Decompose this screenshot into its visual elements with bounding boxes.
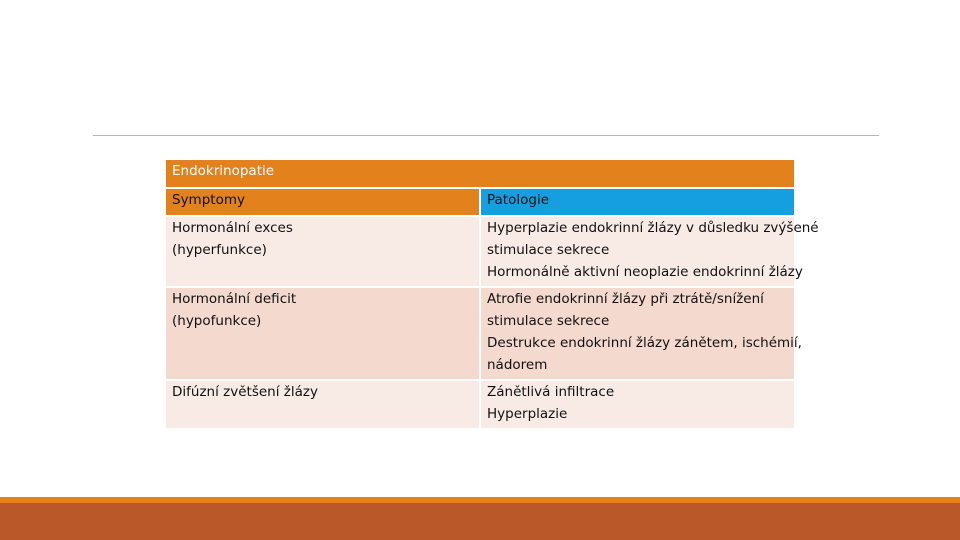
symptom-cell xyxy=(166,380,480,429)
table-row xyxy=(166,216,794,287)
endocrinopathy-table-container xyxy=(166,160,819,430)
symptom-line: (hypofunkce) xyxy=(172,313,262,329)
column-header-symptoms: Symptomy xyxy=(166,188,480,216)
table-title: Endokrinopatie xyxy=(166,160,794,188)
pathology-line: Hyperplazie endokrinní žlázy v důsledku zvýšené xyxy=(487,220,819,236)
symptom-line: Hormonální deficit xyxy=(172,291,297,307)
table-row xyxy=(166,287,794,380)
pathology-line: stimulace sekrece xyxy=(487,242,610,258)
pathology-line: Destrukce endokrinní žlázy zánětem, ischémií, xyxy=(487,335,802,351)
endocrinopathy-table xyxy=(166,160,819,430)
pathology-cell xyxy=(480,287,802,380)
symptom-cell xyxy=(166,216,480,287)
symptom-line: Hormonální exces xyxy=(172,220,293,236)
footer-bar xyxy=(0,503,960,540)
symptom-cell xyxy=(166,287,480,380)
pathology-cell xyxy=(480,380,794,429)
pathology-line: Atrofie endokrinní žlázy při ztrátě/snížení xyxy=(487,291,764,307)
pathology-line: nádorem xyxy=(487,357,548,373)
table-row xyxy=(166,380,794,429)
pathology-line: stimulace sekrece xyxy=(487,313,610,329)
pathology-line: Hormonálně aktivní neoplazie endokrinní žlázy xyxy=(487,264,803,280)
pathology-line: Zánětlivá infiltrace xyxy=(487,384,615,400)
pathology-line: Hyperplazie xyxy=(487,406,568,422)
pathology-cell xyxy=(480,216,819,287)
top-divider xyxy=(93,135,879,136)
symptom-line: (hyperfunkce) xyxy=(172,242,267,258)
column-header-pathology: Patologie xyxy=(480,188,794,216)
symptom-line: Difúzní zvětšení žlázy xyxy=(172,384,318,400)
